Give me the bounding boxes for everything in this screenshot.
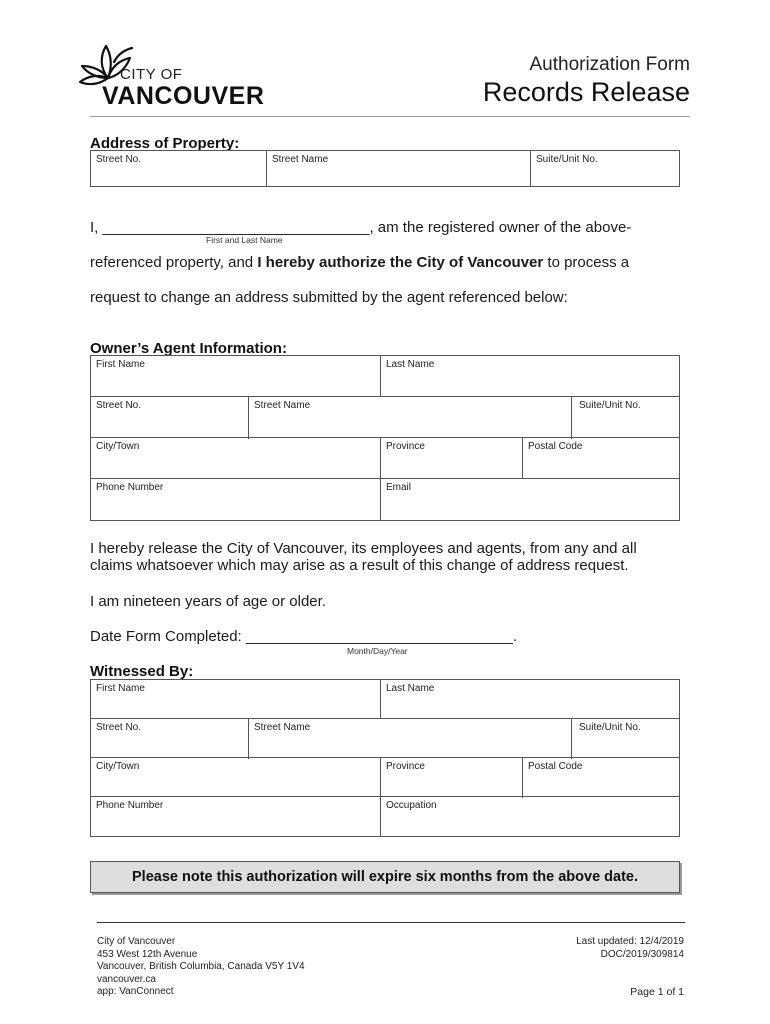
witness-first-name-field[interactable]	[90, 679, 380, 719]
witness-province-field[interactable]	[380, 757, 522, 798]
logo-vancouver-text: VANCOUVER	[102, 82, 265, 110]
agent-province-field[interactable]	[380, 437, 522, 479]
witness-city-field[interactable]	[90, 757, 380, 798]
field-label: Street No.	[96, 722, 142, 733]
footer-doc-info	[576, 936, 684, 961]
field-label: City/Town	[96, 441, 140, 452]
field-label: Province	[386, 441, 425, 452]
witness-phone-field[interactable]	[90, 796, 380, 837]
agent-info-grid	[90, 355, 680, 521]
field-label: Email	[386, 482, 412, 493]
agent-suite-field[interactable]	[571, 396, 680, 439]
footer-address	[97, 936, 305, 999]
field-label: First Name	[96, 359, 145, 370]
property-address-grid	[90, 150, 680, 187]
field-label: Suite/Unit No.	[536, 154, 598, 165]
field-label: City/Town	[96, 761, 140, 772]
owner-statement-line2: referenced property, and I hereby authorize the City of Vancouver to process a	[90, 254, 630, 271]
field-label: Postal Code	[528, 441, 583, 452]
field-label: Phone Number	[96, 482, 164, 493]
age-statement: I am nineteen years of age or older.	[90, 593, 326, 610]
date-completed-line: Date Form Completed: ________________________________.	[90, 628, 518, 645]
agent-phone-field[interactable]	[90, 478, 380, 521]
property-street-name-field[interactable]	[266, 150, 530, 187]
agent-last-name-field[interactable]	[380, 355, 680, 397]
witness-suite-field[interactable]	[571, 718, 680, 759]
footer-app: app: VanConnect	[97, 986, 174, 997]
owner-statement-line1: I, ________________________________, am the registered owner of the above-	[90, 219, 632, 236]
city-of-vancouver-logo	[78, 38, 265, 112]
witness-postal-code-field[interactable]	[522, 757, 680, 798]
field-label: Last Name	[386, 683, 435, 694]
field-label: Suite/Unit No.	[579, 722, 641, 733]
header-divider	[90, 116, 690, 117]
property-street-no-field[interactable]	[90, 150, 266, 187]
witness-last-name-field[interactable]	[380, 679, 680, 719]
logo-city-of-text: CITY OF	[120, 66, 183, 83]
field-label: Street No.	[96, 400, 142, 411]
field-label: Street No.	[96, 154, 142, 165]
date-format-caption: Month/Day/Year	[347, 646, 408, 656]
expiry-notice: Please note this authorization will expire six months from the above date.	[90, 861, 680, 893]
footer-doc-id: DOC/2019/309814	[600, 948, 684, 960]
witness-street-name-field[interactable]	[248, 718, 572, 759]
form-title: Records Release	[482, 77, 690, 107]
footer-divider	[97, 922, 685, 923]
owner-name-blank[interactable]: ________________________________	[102, 219, 370, 236]
agent-street-name-field[interactable]	[248, 396, 572, 439]
witness-section-title: Witnessed By:	[90, 663, 194, 680]
property-suite-field[interactable]	[530, 150, 680, 187]
agent-postal-code-field[interactable]	[522, 437, 680, 479]
witness-info-grid	[90, 679, 680, 837]
owner-name-caption: First and Last Name	[206, 235, 283, 245]
witness-street-no-field[interactable]	[90, 718, 249, 759]
field-label: Phone Number	[96, 800, 164, 811]
field-label: Suite/Unit No.	[579, 400, 641, 411]
footer-updated: Last updated: 12/4/2019	[576, 936, 684, 947]
release-line2: claims whatsoever which may arise as a result of this change of address request.	[90, 557, 629, 574]
form-type: Authorization Form	[529, 54, 690, 75]
agent-section-title: Owner’s Agent Information:	[90, 340, 287, 357]
agent-email-field[interactable]	[380, 478, 680, 521]
field-label: Postal Code	[528, 761, 583, 772]
field-label: Street Name	[254, 400, 311, 411]
agent-street-no-field[interactable]	[90, 396, 249, 439]
field-label: Province	[386, 761, 425, 772]
field-label: First Name	[96, 683, 145, 694]
witness-occupation-field[interactable]	[380, 796, 680, 837]
field-label: Occupation	[386, 800, 437, 811]
property-section-title: Address of Property:	[90, 135, 240, 152]
footer-street: 453 West 12th Avenue	[97, 948, 198, 960]
date-blank[interactable]: ________________________________.	[245, 628, 518, 645]
field-label: Last Name	[386, 359, 435, 370]
footer-city: Vancouver, British Columbia, Canada V5Y 1V4	[97, 961, 305, 972]
owner-statement-line3: request to change an address submitted by the agent referenced below:	[90, 289, 568, 306]
agent-city-field[interactable]	[90, 437, 380, 479]
release-line1: I hereby release the City of Vancouver, its employees and agents, from any and all	[90, 540, 637, 557]
field-label: Street Name	[272, 154, 329, 165]
footer-org: City of Vancouver	[97, 936, 176, 947]
page-number: Page 1 of 1	[630, 986, 684, 998]
field-label: Street Name	[254, 722, 311, 733]
footer-web: vancouver.ca	[97, 973, 156, 985]
agent-first-name-field[interactable]	[90, 355, 380, 397]
